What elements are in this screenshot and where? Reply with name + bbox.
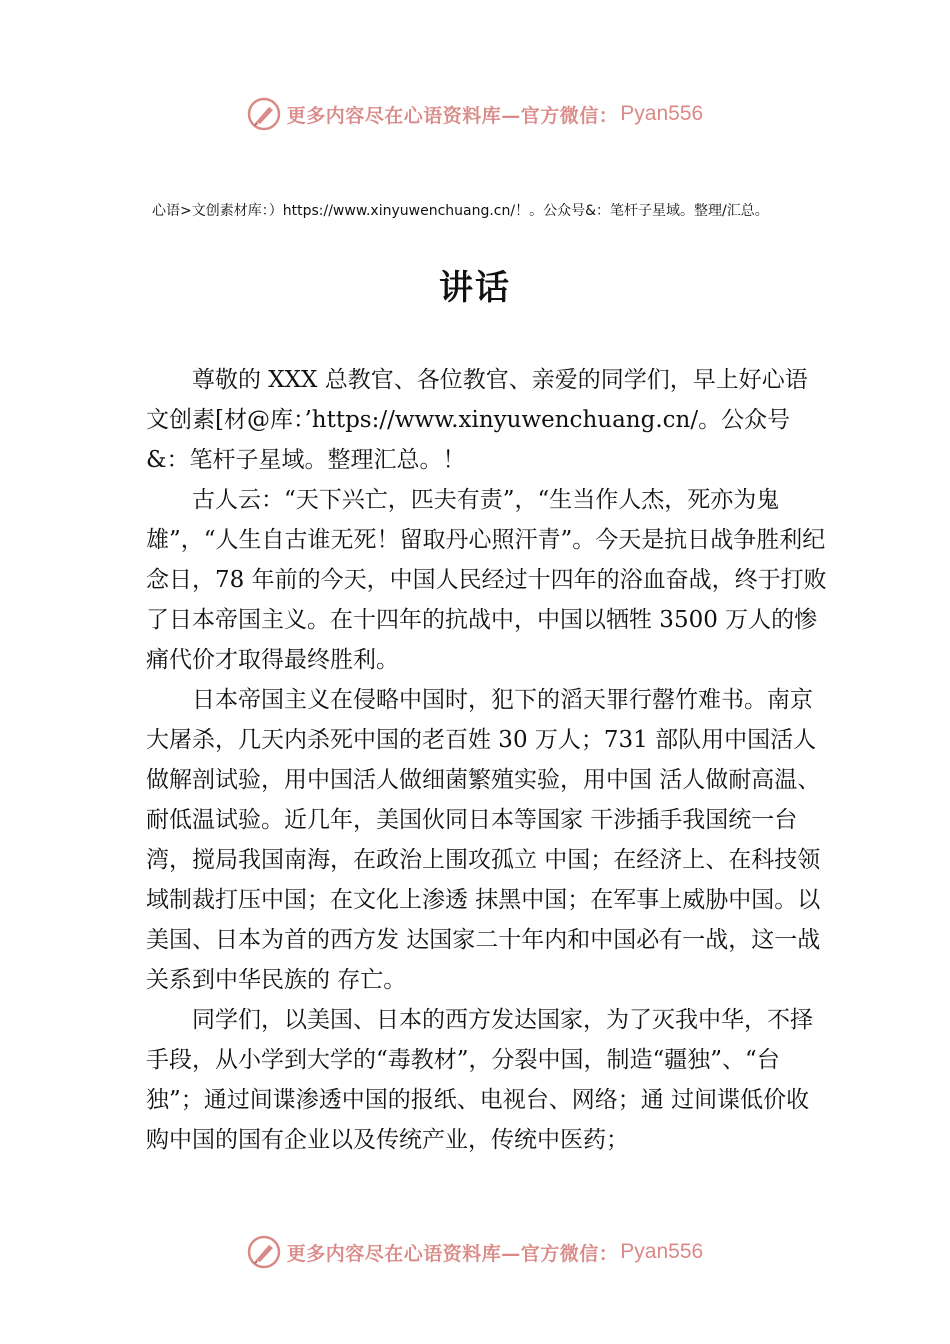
header-banner [0, 94, 950, 134]
banner-wechat-id: Pyan556 [620, 102, 704, 125]
banner-text: 更多内容尽在心语资料库—官方微信： [286, 104, 619, 127]
paragraph-4: 同学们，以美国、日本的西方发达国家，为了灭我中华，不择手段，从小学到大学的“毒教材”，分裂中国，制造“疆独”、“台独”；通过间谍渗透中国的报纸、电视台、网络；通 过间谍低价收购中国的国有企业以及传统产业，传统中医药； [146, 1007, 813, 1153]
page-title: 讲话 [439, 268, 511, 308]
source-note: 心语>文创素材库：）https://www.xinyuwenchuang.cn/！。公众号&：笔杆子星域。整理/汇总。 [152, 203, 769, 219]
speech-body [146, 360, 830, 1160]
pen-logo-icon [247, 97, 281, 131]
footer-banner [0, 1232, 950, 1272]
paragraph-3: 日本帝国主义在侵略中国时，犯下的滔天罪行罄竹难书。南京大屠杀，几天内杀死中国的老百姓 30 万人；731 部队用中国活人做解剖试验，用中国活人做细菌繁殖实验，用中国 活人做耐高温、耐低温试验。近几年，美国伙同日本等国家 干涉插手我国统一台湾，搅局我国南海，在政治上围攻孤立 中国；在经济上、在科技领域制裁打压中国；在文化上渗透 抹黑中国；在军事上威胁中国。以美国、日本为首的西方发 达国家二十年内和中国必有一战，这一战关系到中华民族的 存亡。 [146, 687, 821, 993]
paragraph-2: 古人云：“天下兴亡，匹夫有责”，“生当作人杰，死亦为鬼雄”，“人生自古谁无死！留取丹心照汗青”。今天是抗日战争胜利纪念日，78 年前的今天，中国人民经过十四年的浴血奋战，终于打败了日本帝国主义。在十四年的抗战中，中国以牺牲 3500 万人的惨痛代价才取得最终胜利。 [146, 487, 827, 673]
banner-wechat-id: Pyan556 [620, 1240, 704, 1263]
banner-text: 更多内容尽在心语资料库—官方微信： [286, 1242, 619, 1265]
paragraph-1: 尊敬的 XXX 总教官、各位教官、亲爱的同学们，早上好心语文创素[材@库：’https://www.xinyuwenchuang.cn/。公众号&：笔杆子星域。整理汇总。！ [146, 367, 808, 473]
pen-logo-icon [247, 1235, 281, 1269]
